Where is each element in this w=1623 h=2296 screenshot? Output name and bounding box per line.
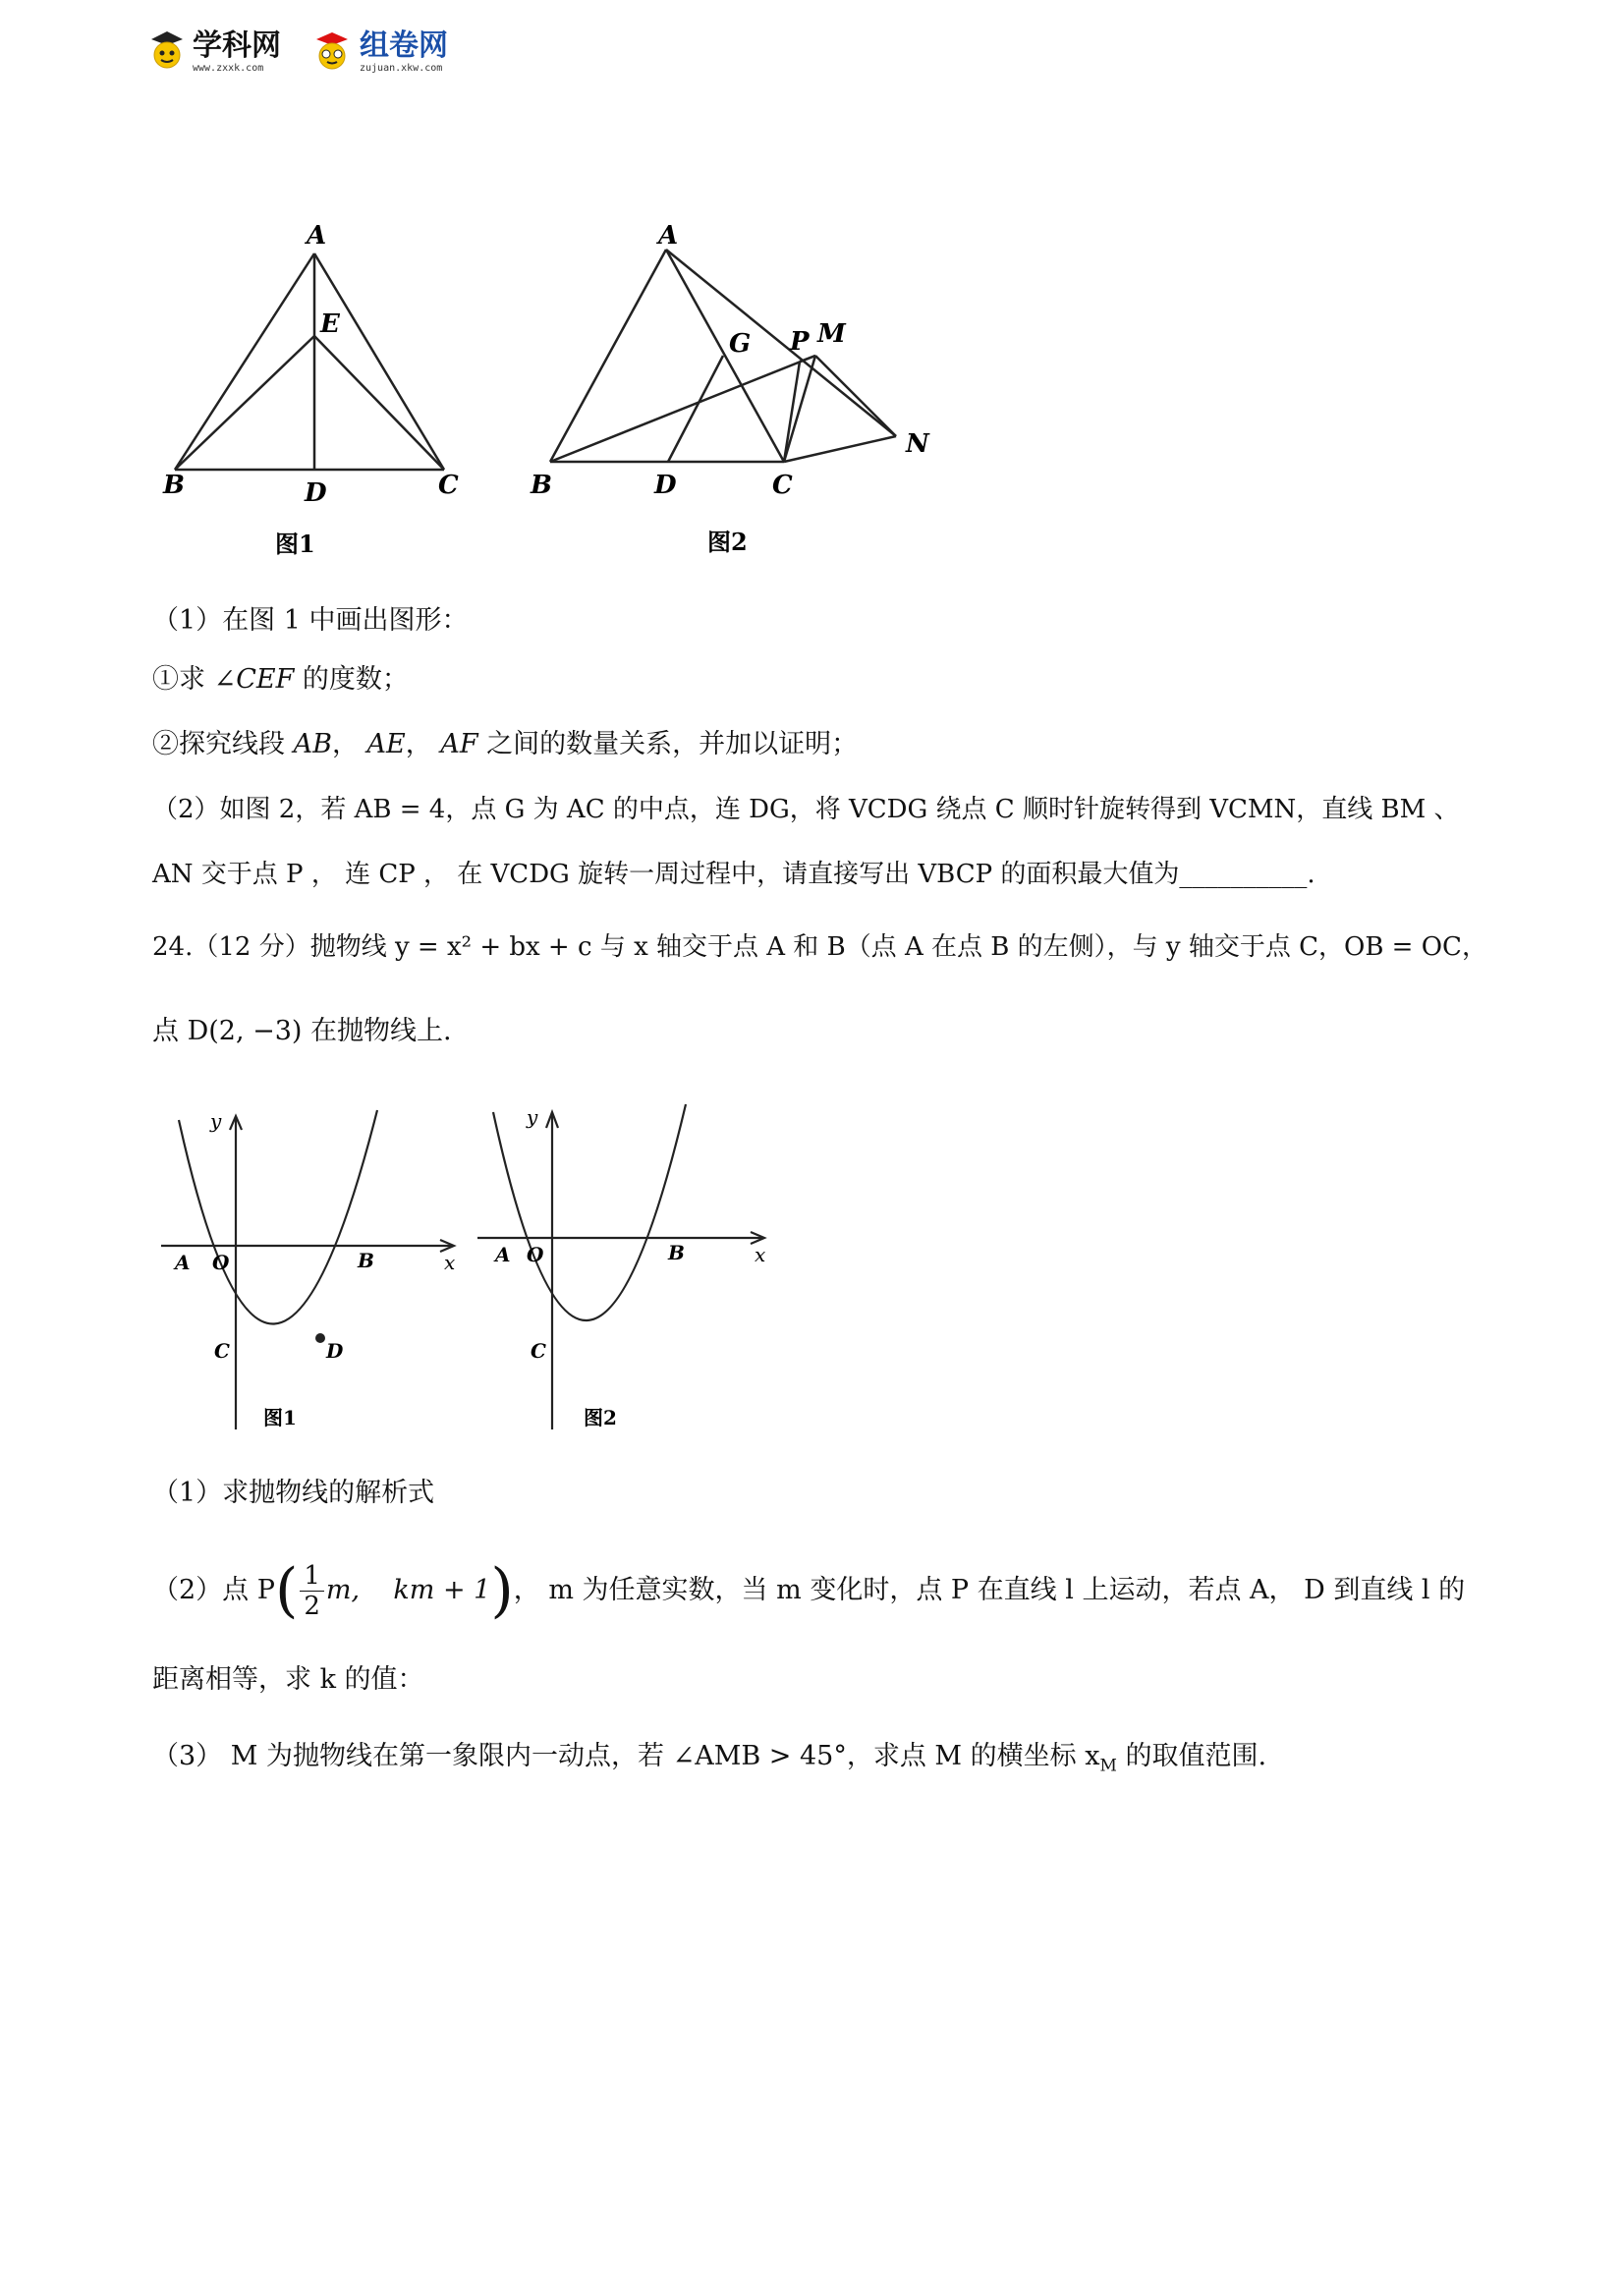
q23-figure-2	[521, 216, 953, 570]
math-inner: m, km + 1	[325, 1575, 491, 1605]
text: （2）点 P	[152, 1575, 275, 1605]
fig1-label-b: B	[163, 471, 185, 500]
q23-part1-item1	[152, 660, 409, 700]
fig1-label-b: B	[358, 1249, 374, 1272]
fig2-label-a: A	[658, 221, 679, 251]
fig2-label-b: B	[668, 1241, 685, 1264]
fig2-y-label: y	[527, 1105, 538, 1129]
fig2-label-n: N	[906, 429, 929, 459]
fig2-label-p: P	[790, 327, 810, 357]
q24-figure-1	[157, 1100, 462, 1434]
fig1-label-c: C	[438, 471, 459, 500]
math-ae: AE	[366, 729, 406, 759]
math-ab: AB	[293, 729, 332, 759]
math-af: AF	[440, 729, 478, 759]
fig1-label-a: A	[307, 221, 327, 251]
subscript: M	[1099, 1756, 1117, 1776]
fig1-label-o: O	[212, 1251, 230, 1274]
mascot2-icon	[310, 29, 354, 75]
q23-part2-line1: （2）如图 2，若 AB = 4，点 G 为 AC 的中点，连 DG，将 VCDG 绕点 C 顺时针旋转得到 VCMN，直线 BM 、	[152, 795, 1460, 824]
point-d	[315, 1333, 325, 1343]
text: ②探究线段	[152, 729, 294, 759]
fig1-label-d: D	[305, 478, 327, 508]
paren-close: )	[490, 1556, 514, 1625]
q24-part1: （1）求抛物线的解析式	[152, 1478, 435, 1508]
fig2-label-c: C	[772, 471, 793, 500]
text: ①求 ∠	[152, 664, 237, 695]
text: ，	[331, 729, 367, 759]
q23-figure-1	[157, 216, 472, 570]
text: 之间的数量关系，并加以证明；	[477, 729, 859, 759]
fig1-caption: 图1	[263, 1406, 297, 1429]
fig2-label-b: B	[531, 471, 552, 500]
q24-part3	[152, 1737, 1266, 1785]
q24-figure-2	[472, 1100, 776, 1434]
fig2-label-o: O	[527, 1243, 544, 1266]
text: 的度数；	[294, 664, 409, 695]
text: ，	[405, 729, 441, 759]
q23-part2-line2: AN 交于点 P ， 连 CP ， 在 VCDG 旋转一周过程中，请直接写出 VBCP 的面积最大值为__________.	[152, 860, 1315, 889]
q24-stem-line2: 点 D(2, −3) 在抛物线上.	[152, 1016, 452, 1046]
text: （3） M 为抛物线在第一象限内一动点，若 ∠AMB > 45°，求点 M 的横坐标 x	[152, 1741, 1100, 1771]
q24-part2	[152, 1546, 1465, 1635]
text: ， m 为任意实数，当 m 变化时，点 P 在直线 l 上运动，若点 A， D 到直线 l 的	[513, 1575, 1466, 1605]
fig2-label-a: A	[495, 1243, 511, 1266]
logo-zujuan	[310, 29, 448, 75]
fig2-label-g: G	[729, 329, 752, 359]
q24-part2-cont: 距离相等，求 k 的值：	[152, 1664, 424, 1695]
fig2-x-label: x	[755, 1243, 766, 1266]
q24-stem-line1: 24.（12 分）抛物线 y = x² + bx + c 与 x 轴交于点 A 和 B（点 A 在点 B 的左侧），与 y 轴交于点 C，OB = OC，	[152, 932, 1487, 962]
q23-part1: （1）在图 1 中画出图形：	[152, 605, 469, 636]
logo2-name: 组卷网	[360, 28, 448, 63]
fraction	[300, 1561, 324, 1621]
logo1-name: 学科网	[193, 28, 281, 63]
frac-num: 1	[300, 1561, 324, 1592]
logo-zxxk	[147, 29, 281, 75]
fig2-caption: 图2	[707, 528, 748, 556]
header-logos	[147, 22, 448, 83]
fig2-label-d: D	[654, 471, 677, 500]
math-cef: CEF	[236, 664, 295, 695]
fig1-label-a: A	[175, 1251, 191, 1274]
fig2-label-m: M	[817, 319, 846, 349]
q23-part1-item2	[152, 725, 858, 764]
fig1-label-e: E	[320, 309, 340, 339]
fig1-label-d: D	[326, 1339, 344, 1363]
fig1-caption: 图1	[275, 530, 315, 558]
fig1-x-label: x	[444, 1251, 456, 1274]
logo2-url: zujuan.xkw.com	[360, 62, 443, 74]
fig2-caption: 图2	[584, 1406, 617, 1429]
text: 的取值范围.	[1116, 1741, 1267, 1771]
frac-den: 2	[304, 1591, 320, 1621]
paren-open: (	[274, 1556, 299, 1625]
mascot-icon	[147, 29, 187, 75]
logo1-url: www.zxxk.com	[193, 62, 264, 74]
fig2-label-c: C	[531, 1339, 546, 1363]
fig1-y-label: y	[210, 1109, 222, 1133]
fig1-label-c: C	[214, 1339, 230, 1363]
